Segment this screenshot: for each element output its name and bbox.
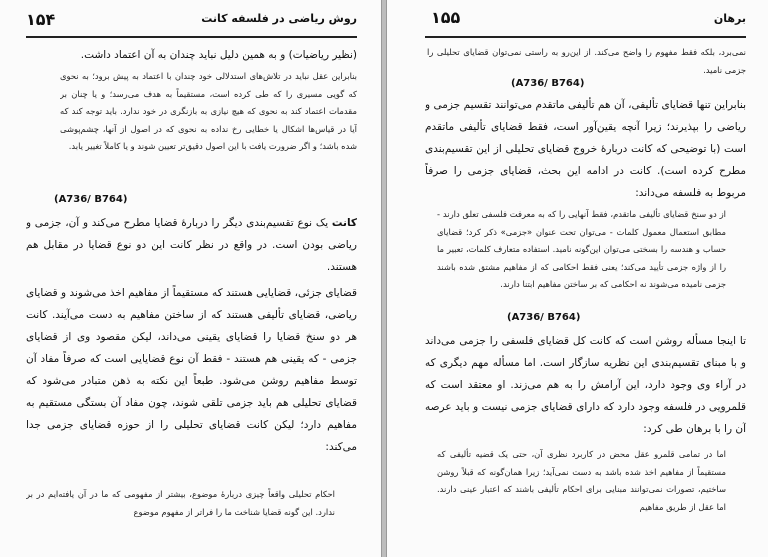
quote-block-1: نمی‌برد، بلکه فقط مفهوم را واضح می‌کند. از اين‌رو به راستی نمی‌توان قضايای تحليلی را جزمی ناميد. (427, 47, 746, 75)
paragraph-1: (نظير رياضيات) و به همين دليل نبايد چندان به آن اعتماد داشت. (80, 49, 357, 61)
paragraph-2-text: يک نوع تقسيم‌بندی ديگر را دربارهٔ قضايا مطرح می‌کند و آن، جزمی و رياضی بودن است. در واقع در نظر کانت اين دو نوع قضايا در مقابل هم هستند. (26, 217, 357, 273)
left-page (0, 0, 382, 557)
citation-1: (A736/ B764) (511, 78, 585, 89)
page-number: ۱۵۴ (26, 10, 56, 29)
citation-1: (A736/ B764) (54, 194, 128, 205)
quote-block-2: از دو سنخ قضايای تأليفی ماتقدم، فقط آنهايی را که به معرفت فلسفی تعلق دارند - مطابق استعمال معمول کلمات - می‌توان تحت عنوان «جزمی» ذکر کرد؛ قضايای حساب و هندسه را بسختی می‌توان اين‌گونه ناميد. استفاده متعارف کلمات، تعبير ما را از واژه جزمی تأييد می‌کند؛ يعنی فقط احکامی که از مفاهيم مشتق شده باشند جزمی ناميده می‌شوند نه احکامی که بر ساختن مفاهيم ابتنا دارند. (437, 209, 726, 289)
citation-2: (A736/ B764) (507, 312, 581, 323)
paragraph-1: بنابراين تنها قضايای تأليفی، آن هم تأليفی ماتقدم می‌توانند تقسيم جزمی و رياضی را بپذيرند؛ زيرا آنچه يقين‌آور است، فقط قضايای تأليفی ماتقدم است (با توضيحی که کانت دربارهٔ خروج قضايای تحليلی از اين تقسيم‌بندی مطرح کرده است). کانت در ادامه اين بحث، قضايای جزمی را صرفاً مربوط به فلسفه می‌داند: (425, 99, 746, 199)
running-head: برهان (713, 12, 746, 25)
quote-block-1: بنابراين عقل نبايد در تلاش‌های استدلالی خود چندان با اعتماد به پيش برود؛ به نحوی که گويی مسيری را که طی کرده است، مستقيماً به هدف می‌رسد؛ و يا چنان بر مقدمات اعتماد کند به نحوی که هيچ نيازی به بازنگری در خود ندارد. بايد توجه کند که آيا در قياس‌ها اشکال يا خطايی رخ نداده به نحوی که در اصول از آنها، چشم‌پوشی شده باشد؛ و اگر ضرورت يافت با اين اصول دقيق‌تر تعيين شوند و يا کاملاً تغيير يابد. (60, 71, 357, 151)
paragraph-3: قضايای جزئی، قضايايی هستند که مستقيماً از مفاهيم اخذ می‌شوند و قضايای رياضی، قضايای تأليفی هستند که از ساختن مفاهيم به دست می‌آيند. کانت هر دو سنخ قضايا را قضايای يقينی می‌داند، ليکن مقصود وی از قضايای جزمی - که يقينی هم هستند - فقط آن نوع قضايايی است که صرفاً مفاد آن توسط مفاهيم روشن می‌شود. طبعاً اين نکته به ذهن متبادر می‌شود که قضايای تحليلی هم بايد جزمی تلقی شوند، چون مفاد آن بستگی مستقيم به مفاهيم دارد؛ ليکن کانت قضايای تحليلی را از حوزه قضايای جزمی جدا می‌کند: (26, 287, 357, 453)
header-rule (425, 36, 746, 38)
header-rule (26, 36, 357, 38)
paragraph-2 (26, 212, 357, 280)
page-number: ۱۵۵ (431, 8, 461, 27)
running-head: روش رياضی در فلسفه کانت (201, 12, 357, 25)
paragraph-2: تا اينجا مسأله روشن است که کانت کل قضايای فلسفی را جزمی می‌داند و با مبنای تقسيم‌بندی اين نظريه سازگار است. اما مسأله مهم ديگری که در آراء وی وجود دارد، اين آرامش را به هم می‌زند. او معتقد است که قلمرويی در فلسفه وجود دارد که دارای قضايای جزمی نيست و بايد عرصه آن را با برهان طی کرد: (425, 335, 746, 435)
quote-block-2: احکام تحليلی واقعاً چيزی دربارهٔ موضوع، بيشتر از مفهومی که ما در آن يافته‌ايم در بر ندارد. اين گونه قضايا شناخت ما را فراتر از مفهوم موضوع (26, 489, 335, 517)
quote-block-3: اما در تمامی قلمرو عقل محض در کاربرد نظری آن، حتی يک قضيه تأليفی که مستقيماً از مفاهيم اخذ شده باشد به دست نمی‌آيد؛ زيرا همان‌گونه که قبلاً روشن ساختيم، تصورات نمی‌توانند مبنايی برای احکام تأليفی باشند که اعتبار عينی دارند. اما عقل از طريق مفاهيم (437, 449, 726, 512)
right-page (386, 0, 768, 557)
kant-name: کانت (331, 217, 357, 229)
